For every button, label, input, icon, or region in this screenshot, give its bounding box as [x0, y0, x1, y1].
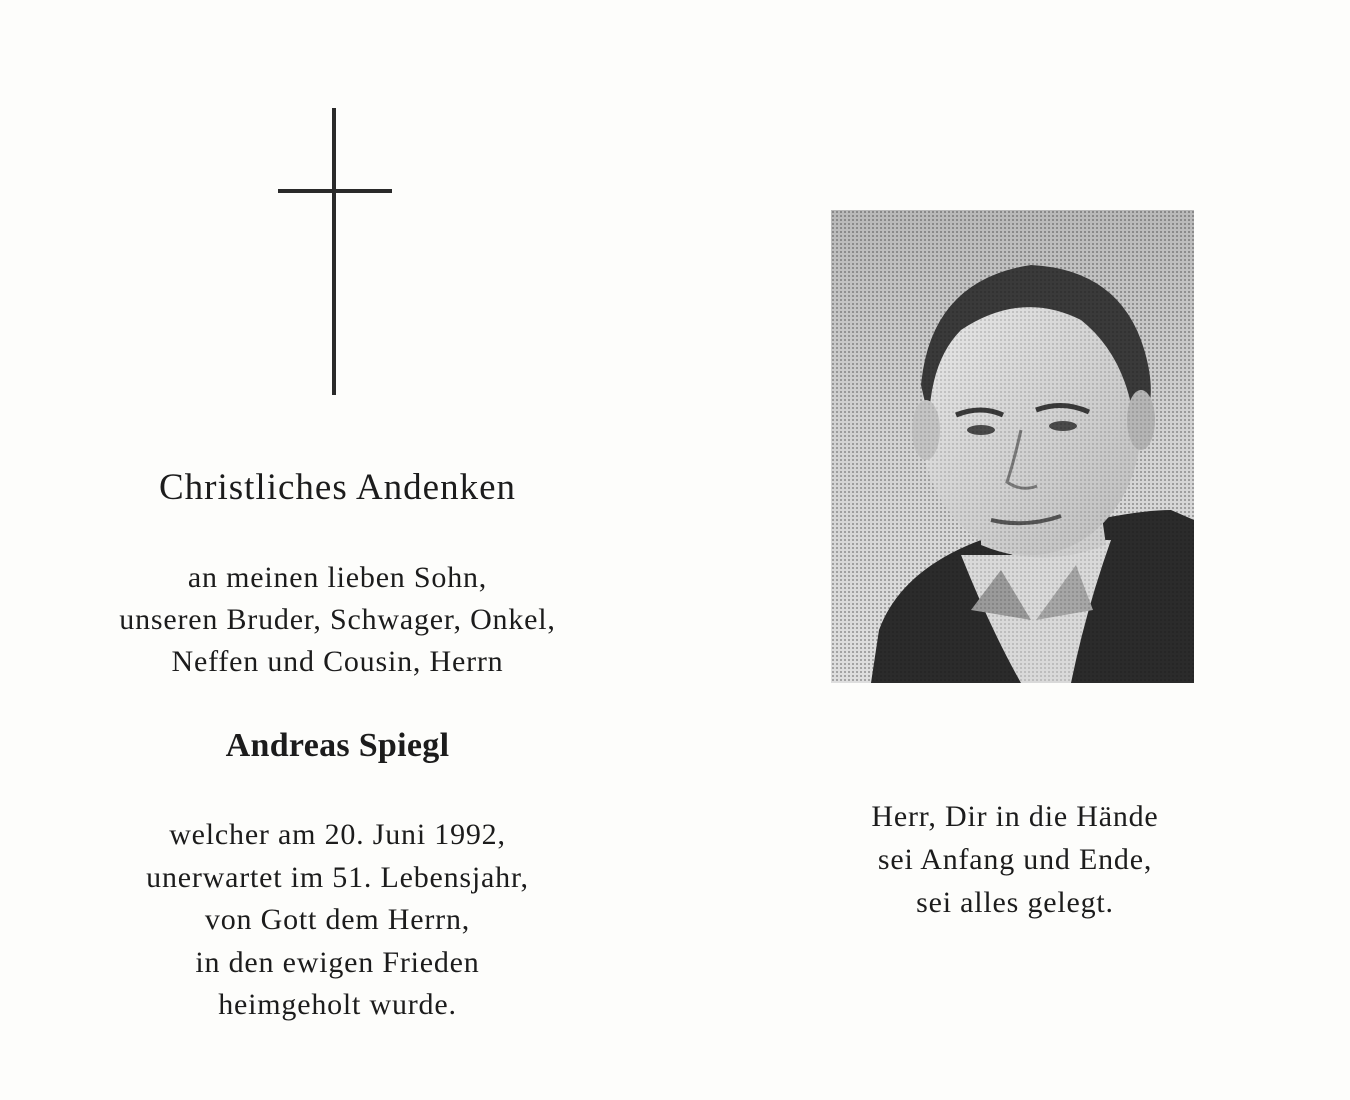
verse-line: sei alles gelegt.: [916, 886, 1114, 919]
verse-text: [800, 795, 1230, 924]
death-notice-text: [40, 814, 635, 1027]
notice-line: heimgeholt wurde.: [218, 988, 457, 1021]
cross-vertical-bar: [332, 108, 336, 395]
intro-line: Neffen und Cousin, Herrn: [171, 645, 504, 678]
verse-line: sei Anfang und Ende,: [877, 843, 1153, 876]
intro-text: [40, 557, 635, 683]
notice-line: welcher am 20. Juni 1992,: [169, 818, 506, 851]
portrait-illustration: [831, 210, 1194, 683]
intro-line: unseren Bruder, Schwager, Onkel,: [119, 603, 556, 636]
notice-line: unerwartet im 51. Lebensjahr,: [146, 860, 529, 894]
notice-line: in den ewigen Frieden: [195, 945, 480, 979]
verse-line: Herr, Dir in die Hände: [871, 800, 1159, 833]
notice-line: von Gott dem Herrn,: [204, 903, 471, 936]
card-heading: Christliches Andenken: [158, 467, 517, 508]
deceased-name: Andreas Spiegl: [225, 727, 450, 764]
portrait-photo: [831, 210, 1194, 683]
intro-line: an meinen lieben Sohn,: [187, 561, 488, 594]
cross-horizontal-bar: [278, 189, 392, 193]
